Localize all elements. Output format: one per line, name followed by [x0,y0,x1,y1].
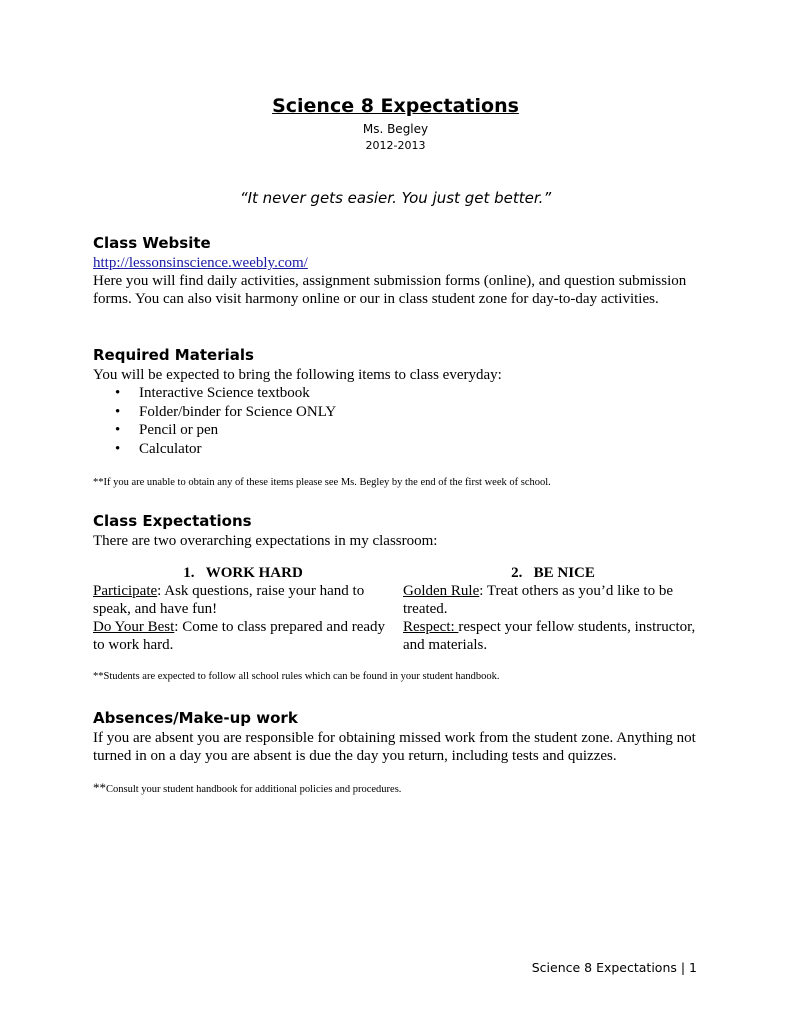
absences-note [93,781,703,797]
be-nice-heading [403,564,703,582]
respect-label: Respect: [403,619,459,635]
do-your-best-text: : Come to class prepared and ready to work hard. [93,619,386,653]
golden-rule-item [403,582,703,618]
absences-note-text: Consult your student handbook for additional policies and procedures. [106,784,402,795]
list-item-text: Interactive Science textbook [139,385,310,401]
bullet-icon: • [115,403,121,420]
class-website-link[interactable]: http://lessonsinscience.weebly.com/ [93,255,308,271]
class-website-description: Here you will find daily activities, assignment submission forms (online), and question submission forms. You can also visit harmony online or our in class student zone for day-to-day activities. [93,273,687,307]
participate-label: Participate [93,583,158,599]
participate-text: : Ask questions, raise your hand to speak, and have fun! [93,583,365,617]
respect-text: respect your fellow students, instructor, and materials. [403,619,696,653]
be-nice-number: 2. [511,565,523,581]
required-materials-section [93,344,703,490]
list-item [115,403,703,422]
participate-item [93,582,393,618]
class-website-heading: Class Website [93,234,211,252]
required-materials-intro: You will be expected to bring the following items to class everyday: [93,367,502,383]
class-website-section [93,232,703,308]
do-your-best-item [93,618,393,654]
golden-rule-text: : Treat others as you’d like to be treated. [403,583,673,617]
list-item [115,440,703,459]
page-title: Science 8 Expectations [272,95,519,117]
golden-rule-label: Golden Rule [403,583,480,599]
be-nice-column [403,564,703,654]
do-your-best-label: Do Your Best [93,619,175,635]
page-footer: Science 8 Expectations | 1 [531,960,697,975]
list-item [115,384,703,403]
work-hard-title: WORK HARD [205,565,303,581]
materials-list [93,384,703,459]
motto-quote: “It never gets easier. You just get better.” [239,189,552,207]
document-header [0,94,791,154]
author-name: Ms. Begley [362,122,429,136]
school-year: 2012-2013 [365,139,426,152]
work-hard-number: 1. [183,565,195,581]
expectations-columns [93,564,703,654]
list-item [115,421,703,440]
respect-item [403,618,703,654]
bullet-icon: • [115,422,121,439]
absences-text: If you are absent you are responsible for obtaining missed work from the student zone. Anything not turned in on a day you are absent is due the day you return, including tests and quizzes. [93,730,696,764]
bullet-icon: • [115,385,121,401]
be-nice-title: BE NICE [533,565,595,581]
expectations-note: **Students are expected to follow all school rules which can be found in your student handbook. [93,671,500,682]
absences-section [93,707,703,797]
materials-note: **If you are unable to obtain any of these items please see Ms. Begley by the end of the first week of school. [93,476,551,488]
absences-note-stars: ** [93,780,106,795]
list-item-text: Pencil or pen [139,422,219,439]
class-expectations-section [93,510,703,684]
bullet-icon: • [115,441,121,458]
work-hard-column [93,564,393,654]
work-hard-heading [93,564,393,582]
list-item-text: Folder/binder for Science ONLY [139,403,337,420]
required-materials-heading: Required Materials [93,346,254,364]
absences-heading: Absences/Make-up work [93,709,298,727]
list-item-text: Calculator [139,441,202,458]
class-expectations-heading: Class Expectations [93,512,252,530]
class-expectations-intro: There are two overarching expectations in my classroom: [93,533,438,549]
